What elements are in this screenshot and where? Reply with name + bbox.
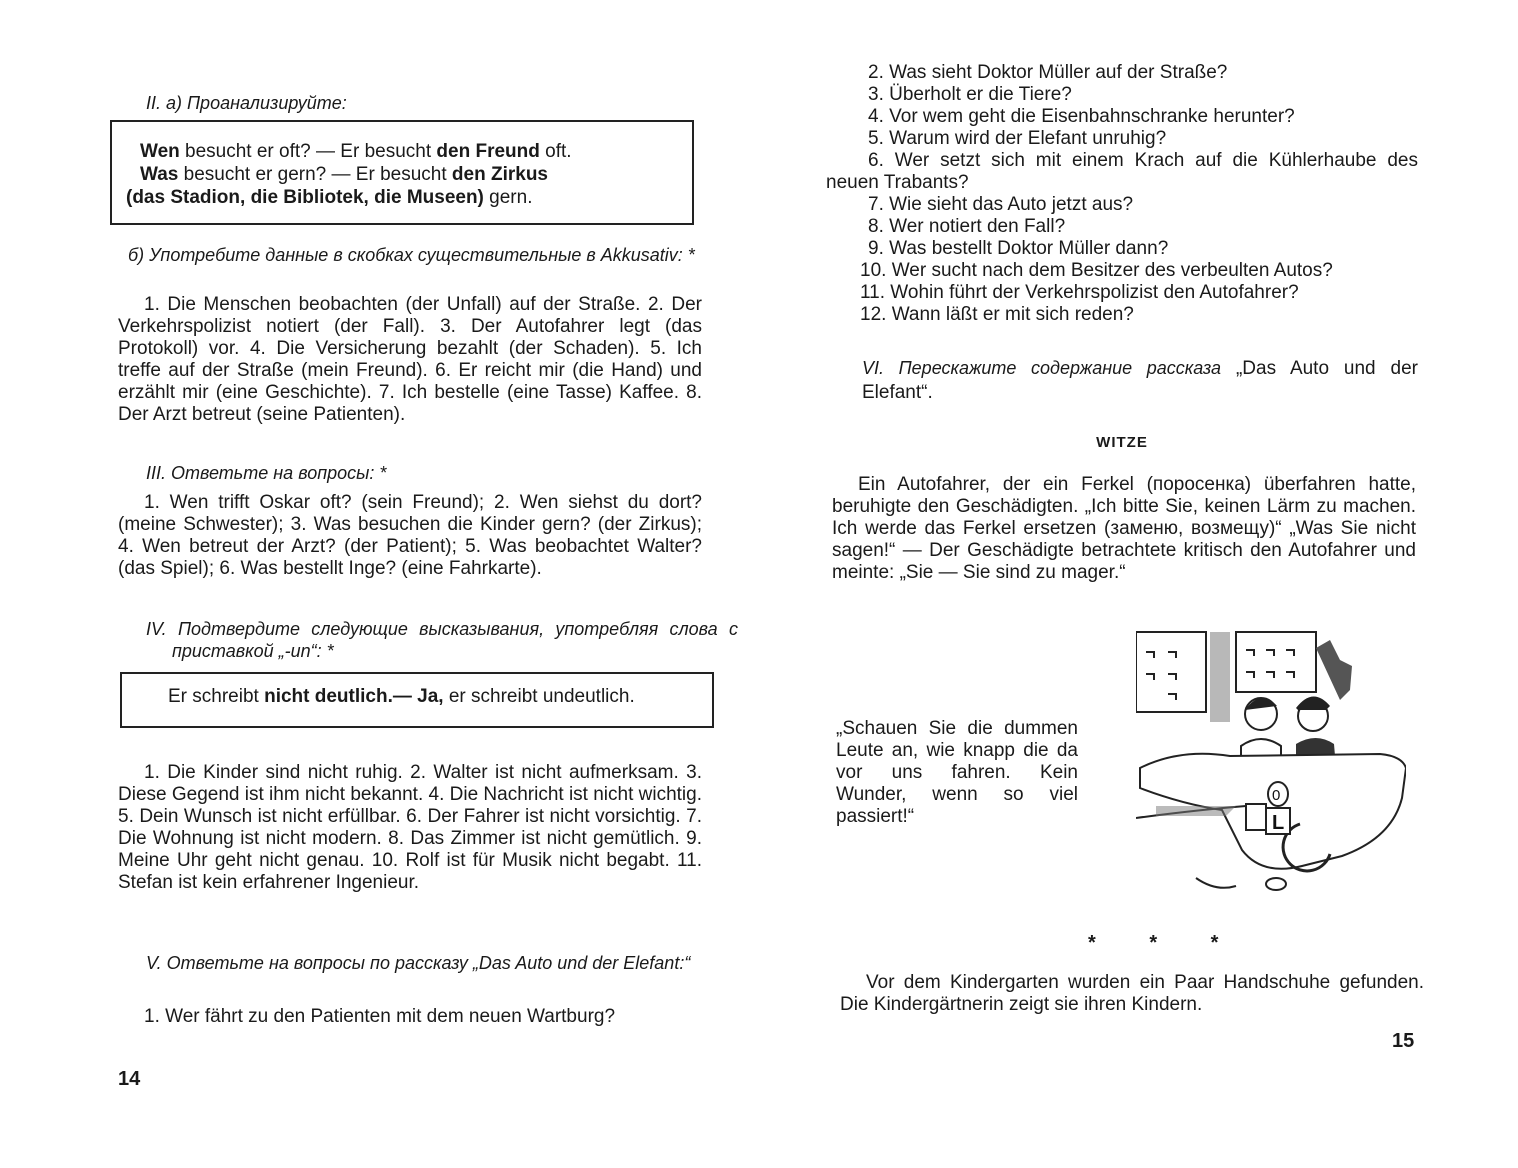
question-4: 4. Vor wem geht die Eisenbahnschranke herunter? [868,106,1295,127]
exercise-2b-text: 1. Die Menschen beobachten (der Unfall) auf der Straße. 2. Der Verkehrspolizist notiert (der Fall). 3. Der Autofahrer legt (das Protokoll) vor. 4. Die Versicherung bezahlt (der Schaden). 5. Ich treffe auf der Straße (mein Freund). 6. Er reicht mir (die Hand) und erzählt mir (eine Geschichte). 7. Ich bestelle (eine Tasse) Kaffee. 8. Der Arzt betreut (seine Patienten). [118,294,702,425]
box1-line2: Was besucht er gern? — Er besucht den Zirkus [140,164,548,185]
question-12: 12. Wann läßt er mit sich reden? [860,304,1134,325]
questions-block [826,62,1418,326]
page-number-right: 15 [1392,1030,1415,1052]
box1-line3: (das Stadion, die Bibliotek, die Museen) gern. [126,187,533,208]
joke-1: Ein Autofahrer, der ein Ferkel (поросенка) überfahren hatte, beruhigte den Geschädigten. „Ich bitte Sie, keinen Lärm zu machen. Ich werde das Ferkel ersetzen (заменю, возмещу)“ „Was Sie nicht sagen!“ — Der Geschädigte betrachtete kritisch den Autofahrer und meinte: „Sie — Sie sind zu mager.“ [832,474,1416,583]
exercise-6 [862,356,1418,405]
joke-2: Vor dem Kindergarten wurden ein Paar Handschuhe gefunden. Die Kindergärtnerin zeigt sie ihren Kindern. [840,972,1424,1015]
cartoon-driver-cap [1296,696,1330,710]
question-11: 11. Wohin führt der Verkehrspolizist den Autofahrer? [860,282,1299,303]
exercise-6-title: „Das Auto und der Elefant“. [862,358,1418,403]
question-3: 3. Überholt er die Tiere? [868,84,1072,105]
question-2: 2. Was sieht Doktor Müller auf der Straße? [868,62,1228,83]
box2-text-b: nicht deutlich.— Ja, [264,686,444,707]
cartoon-bumper [1196,878,1236,888]
exercise-6-heading: VI. Перескажите содержание рассказа [862,358,1222,378]
cartoon-car-shadow [1156,806,1236,816]
cartoon-bumper-light [1266,878,1286,890]
exercise-3-text: 1. Wen trifft Oskar oft? (sein Freund); 2. Wen siehst du dort? (meine Schwester); 3. Was besuchen die Kinder gern? (der Zirkus); 4. Wen betreut der Arzt? (der Patient); 5. Was beobachtet Walter? (das Spiel); 6. Was bestellt Inge? (eine Fahrkarte). [118,492,702,579]
cartoon-caption: „Schauen Sie die dummen Leute an, wie knapp die da vor uns fahren. Kein Wunder, wenn so viel passiert!“ [836,718,1078,827]
cartoon-lamp-letter: 0 [1272,787,1281,804]
exercise-4-text: 1. Die Kinder sind nicht ruhig. 2. Walter ist nicht aufmerksam. 3. Diese Gegend ist ihm nicht bekannt. 4. Die Nachricht ist nicht wichtig. 5. Dein Wunsch ist nicht erfüllbar. 6. Der Fahrer ist nicht vorsichtig. 7. Die Wohnung ist nicht modern. 8. Das Zimmer ist nicht gemütlich. 9. Meine Uhr geht nicht genau. 10. Rolf ist für Musik nicht begabt. 11. Stefan ist kein erfahrener Ingenieur. [118,762,702,893]
cartoon-building-right [1236,632,1316,692]
example-box-2 [120,672,714,728]
exercise-2a-heading: II. а) Проанализируйте: [146,93,347,113]
question-9: 9. Was bestellt Doktor Müller dann? [868,238,1169,259]
cartoon-l-letter: L [1272,812,1285,834]
question-7: 7. Wie sieht das Auto jetzt aus? [868,194,1134,215]
exercise-4-heading: IV. Подтвердите следующие высказывания, употребляя слова с приставкой „-un“: * [146,619,738,661]
cartoon-building-left [1136,632,1206,712]
exercise-3-heading: III. Ответьте на вопросы: * [146,463,387,483]
question-6: 6. Wer setzt sich mit einem Krach auf die Kühlerhaube des neuen Trabants? [826,150,1418,193]
exercise-5-question-1: 1. Wer fährt zu den Patienten mit dem neuen Wartburg? [144,1006,616,1027]
cartoon-building-shade [1210,632,1230,722]
question-10: 10. Wer sucht nach dem Besitzer des verbeulten Autos? [860,260,1333,281]
box2-text-c: er schreibt undeutlich. [443,686,635,707]
page-number-left: 14 [118,1068,141,1090]
question-8: 8. Wer notiert den Fall? [868,216,1066,237]
example-box-1 [110,120,694,225]
box2-text-a: Er schreibt [168,686,265,707]
cartoon-tree [1316,640,1352,700]
question-5: 5. Warum wird der Elefant unruhig? [868,128,1167,149]
section-separator: * * * [1088,932,1243,954]
cartoon-illustration [1136,628,1406,918]
box1-line1: Wen besucht er oft? — Er besucht den Freund oft. [140,141,572,162]
witze-title: WITZE [1096,434,1148,451]
exercise-2b-heading: б) Употребите данные в скобках существительные в Akkusativ: * [128,245,695,265]
exercise-5-heading: V. Ответьте на вопросы по рассказу „Das Auto und der Elefant:“ [146,953,691,973]
